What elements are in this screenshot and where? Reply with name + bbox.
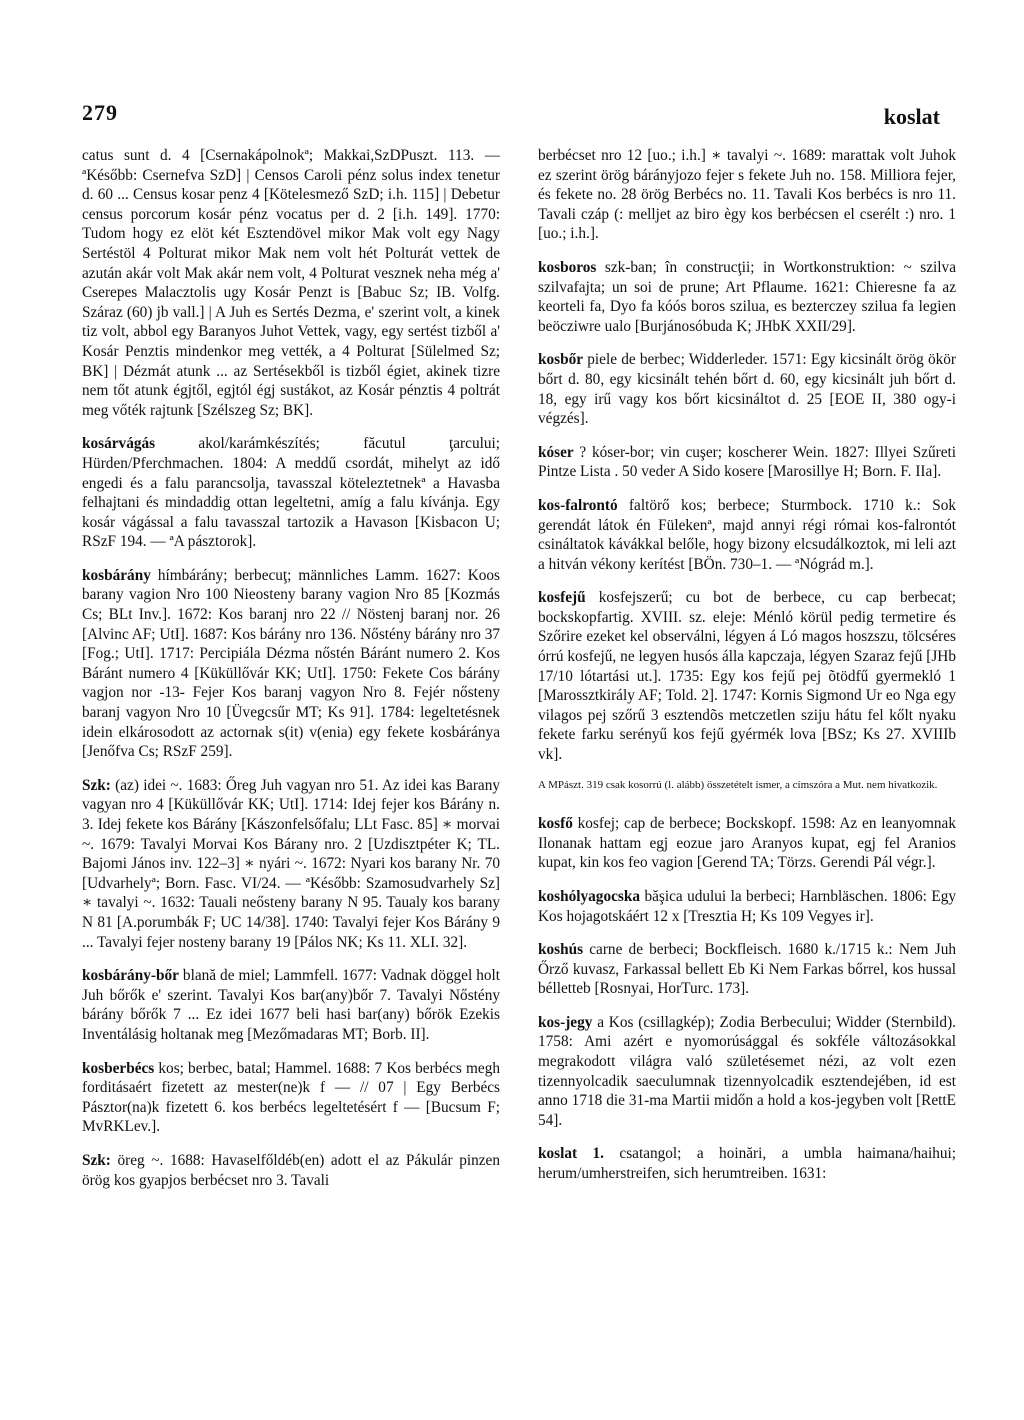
headword: Szk: [82,776,111,794]
entry-text: carne de berbeci; Bockfleisch. 1680 k./1715 k.: Nem Juh Őrző kuvasz, Farkassal bellett Eb Ki Nem Farkas bőrrel, kos hussal bélletteb [Rosnyai, HorTurc. 173]. [538,941,956,998]
entry-text: kosfej; cap de berbece; Bockskopf. 1598: Az en leanyomnak Ilonanak hattam egj eozue jaro Aranyos kupat, egj fel Aranios kupat, kin kos feo vagion [Gerend TA; Törzs. Gerendi Pál végr.]. [538,815,956,872]
headword: kóser [538,443,574,461]
entry [538,887,956,926]
entry [538,443,956,482]
entry-text: csatangol; a hoinări, a umbla haimana/haihui; herum/umherstreifen, sich herumtreiben. 1631: [538,1145,956,1183]
right-column [538,146,956,1198]
entry [82,146,500,420]
entry [538,146,956,244]
left-column [82,146,500,1204]
entry-text: öreg ~. 1688: Havaselfőldéb(en) adott el az Pákulár pinzen örög kos gyapjos berbécset nro 3. Tavali [82,1151,500,1189]
entry [538,940,956,999]
entry [538,258,956,336]
headword: kosberbécs [82,1059,155,1077]
entry [82,1151,500,1190]
headword: kosárvágás [82,435,156,453]
entry-text: akol/karámkészítés; făcutul ţarcului; Hürden/Pferchmachen. 1804: A meddű csordát, mihelyt az idő engedi és a falu parancsolja, tavasszal köteleztetnekª a Havasba felhajtani és mindaddig ottan legeltetni, amíg a falu kívánja. Egy kosár vágással a falu tavasszal tartozik a Havason [Kisbacon U; RSzF 194. — ªA pásztorok]. [82,435,500,551]
headword: kos-falrontó [538,496,618,514]
entry [82,434,500,552]
footnote: A MPászt. 319 csak kosorrú (l. alább) összetételt ismer, a címszóra a Mut. nem hivatkozik. [538,778,938,791]
entry-text: kos; berbec, batal; Hammel. 1688: 7 Kos berbécs megh forditásaért fizetett az mester(ne)k f — // 07 | Egy Berbécs Pásztor(na)k fizetett 6. kos berbécs legeltetésért f — [Bucsum F; MvRKLev.]. [82,1059,500,1136]
headword: kosbőr [538,351,584,369]
headword: kos-jegy [538,1013,593,1031]
entry-text: blană de miel; Lammfell. 1677: Vadnak döggel holt Juh bőrők e' szerint. Tavalyi Kos bar(any)bőr 7. Tavalyi Nőstény bárány bőrők 7 ... Ez idei 1677 beli hasi bar(any) bőrök Ezekis Inventálásig holtanak meg [Mezőmadaras MT; Borb. II]. [82,967,500,1043]
entry [538,1144,956,1183]
headword: Szk: [82,1151,111,1169]
headword: koshús [538,941,584,959]
running-head: koslat [883,104,940,129]
entry [82,566,500,762]
entry [82,776,500,952]
headword: koshólyagocska [538,887,641,905]
entry-text: a Kos (csillagkép); Zodia Berbecului; Widder (Sternbild). 1758: Ami azért e nyomorúsággal és sokféle változásokkal megrakodott világra való születésemet nézi, az volt ezen tizennyolcadik saeculumnak tizennyolcadik esztendejében, id est anno 1718 die 31-ma Martii midőn a hold a kos-jegyben volt [RettE 54]. [538,1013,956,1129]
entry-text: ? kóser-bor; vin cuşer; koscherer Wein. 1827: Illyei Szűreti Pintze Lista . 50 veder A Sido kosere [Marosillye H; Born. F. IIa]. [538,443,956,481]
headword: kosbárány [82,566,151,584]
page-number: 279 [82,100,118,125]
entry-text: piele de berbec; Widderleder. 1571: Egy kicsinált örög ökör bőrt d. 80, egy kicsinált tehén bőrt d. 60, egy kicsinált juh bőrt d. 18, egy irű vagy kos bőrt kicsináltot d. 25 [EOE II, 380 ogy-i végzés]. [538,351,956,428]
entry-text: kosfejszerű; cu bot de berbece, cu cap berbecat; bockskopfartig. XVIII. sz. eleje: Ménló körül pedig termetire és Szőrire ezeket kel observálni, légyen á Ló magos hoszszu, tölcséres órrú kosfejű, ne legyen husós álla kapczaja, légyen Szaraz fejű [JHb 17/10 lótartási ut.]. 1735: Egy kos fejű pej õtödfű gyermekló 1 [Marossztkirály AF; Told. 2]. 1747: Kornis Sigmond Ur eo Nga egy vilagos pej szőrű 3 esztendõs metczetlen sziju hátu fel kőlt nyaku fekete farku serényű kos fejű gyérmék lova [BSz; Ks 27. XVIIIb vk]. [538,589,956,764]
entry-text: băşica udului la berbeci; Harnbläschen. 1806: Egy Kos hojagotskáért 12 x [Tresztia H; Ks 109 Vegyes ir]. [538,887,956,925]
entry-text: szk-ban; în construcţii; in Wortkonstruktion: ~ szilva szilvafajta; un soi de prune; Art Pflaume. 1621: Chieresne fa az keorteli fa, Dyo fa kóós boros szilua, es bezterczey szilua fa legien beöcziwre ualo [Burjánosóbuda K; JHbK XXII/29]. [538,258,956,335]
entry [538,496,956,574]
entry [538,1013,956,1131]
headword: kosbárány-bőr [82,967,179,985]
entry-text: hímbárány; berbecuţ; männliches Lamm. 1627: Koos barany vagion Nro 100 Nieosteny barany vagion Nro 85 [Kozmás Cs; BLt Inv.]. 1672: Kos baranj nro 22 // Nöstenj baranj nor. 26 [Alvinc AF; UtI]. 1687: Kos bárány nro 136. Nőstény bárány nro 37 [Fog.; UtI]. 1717: Percipiála Dézma nőstén Báránt numero 2. Kos Báránt numero 4 [Küküllővár KK; UtI]. 1750: Fekete Cos bárány vagjon nor -13- Fejer Kos baranj vagyon Nro 8. Fejér nősteny baranj vagyon Nro 10 [Üvegcsűr MT; Ks 91]. 1784: legeltetésnek idein elkárosodott az actornak s(it) v(enia) egy fekete kosbáránya [Jenőfva Cs; RSzF 259]. [82,566,500,761]
entry [82,966,500,1044]
entry-text: (az) idei ~. 1683: Őreg Juh vagyan nro 51. Az idei kas Barany vagyan nro 4 [Küküllővár KK; UtI]. 1714: Idej fejer kos Bárány n. 3. Idej fekete kos Bárány [Kászonfelsőfalu; LLt Fasc. 85] ∗ morvai ~. 1679: Tavalyi Morvai Kos Bárany nro. 2 [Uzdisztpéter K; TL. Bajomi János inv. 122–3] ∗ nyári ~. 1672: Nyari kos barany Nr. 70 [Udvarhelyª; Born. Fasc. VI/24. — ªKésőbb: Szamosudvarhely Sz] ∗ tavalyi ~. 1632: Tauali neősteny barany N 95. Taualy kos barany N 81 [A.porumbák F; UC 14/38]. 1740: Tavalyi fejer Kos Bárány 9 ... Tavalyi fejer nosteny barany 19 [Pálos NK; Ks 11. XLI. 32]. [82,776,500,951]
entry-text: berbécset nro 12 [uo.; i.h.] ∗ tavalyi ~. 1689: marattak volt Juhok ez szerint örög bárányjozo fejer s fekete Juh no. 158. Milliora fejer, és fekete no. 28 örög Berbécs no. 11. Tavali Kos berbécs is nro 11. Tavali czáp (: melljet az biro ègy kos berbécsen el cserélt :) nro. 1 [uo.; i.h.]. [538,147,956,243]
headword: kosfő [538,815,573,833]
entry [538,350,956,428]
entry [538,814,956,873]
entry [538,588,956,764]
entry-text: catus sunt d. 4 [Csernakápolnokª; Makkai,SzDPuszt. 113. — ªKésőbb: Csernefva SzD] | Censos Caroli pénz solus index tenetur d. 60 ... Census kosar penz 4 [Kötelesmező SzD; i.h. 115] | Debetur census porcorum kosár pénz vocatus per d. 2 [i.h. 149]. 1770: Tudom hogy ez elöt két Esztendövel mikor Mak volt egy Nagy Sertéstöl 4 Polturat mikor Mak nem volt hét Polturát vettek de azután akár volt Mak akár nem volt, 4 Polturat vesznek neha még a' Cserepes Malacztolis ugy Kosár Penzt is [Babuc Sz; IB. Volfg. Száraz (60) jb vall.] | A Juh es Sertés Dezma, e' szerint volt, a kinek tiz volt, abbol egy Baranyos Juhot Vettek, vagy, egy sertést tizből a' Kosár Penztis mindenkor meg vették, a 4 Polturat [Sülelmed Sz; BK] | Dézmát atunk ... az Sertésekből is tizből égiet, akinek tizre nem tőt atunk égjtől, egjtól égj sustákot, az Kosár pénztis 4 poltrát meg vőték rajtunk [Szélszeg Sz; BK]. [82,147,500,419]
headword: koslat 1. [538,1145,604,1163]
entry-text: faltörő kos; berbece; Sturmbock. 1710 k.: Sok gerendát látok én Fülekenª, majd annyi régi római kos-falrontót csináltatok kávákkal belőle, hogy bizony elcsudálkoztok, mi leli azt a hitván vékony kerítést [BÖn. 730–1. — ªNógrád m.]. [538,496,956,573]
headword: kosboros [538,258,597,276]
entry [82,1059,500,1137]
headword: kosfejű [538,589,586,607]
